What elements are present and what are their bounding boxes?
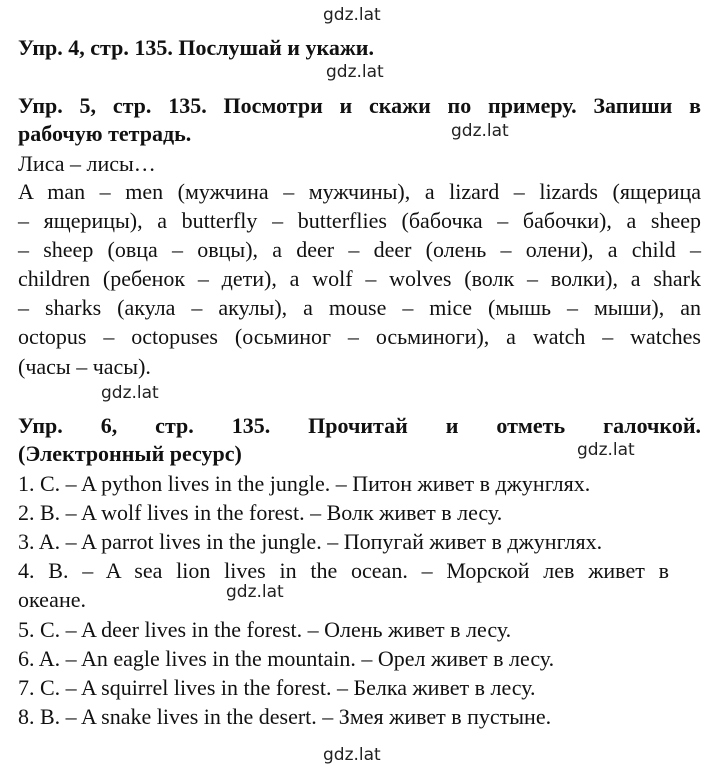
watermark: gdz.lat — [577, 440, 635, 460]
exercise-5-heading: Упр. 5, стр. 135. Посмотри и скажи по примеру. Запиши в — [18, 93, 701, 118]
answer-line: 7. C. – A squirrel lives in the forest. – Белка живет в лесу. — [18, 675, 536, 700]
answer-line: 2. B. – A wolf lives in the forest. – Волк живет в лесу. — [18, 500, 503, 525]
exercise-5-line: – ящерицы), a butterfly – butterflies (бабочка – бабочки), a sheep — [18, 208, 701, 233]
answer-line: 4. B. – A sea lion lives in the ocean. – Морской лев живет в — [18, 558, 669, 583]
exercise-5-line: – sheep (овца – овцы), a deer – deer (олень – олени), a child – — [18, 237, 701, 262]
exercise-4-heading: Упр. 4, стр. 135. Послушай и укажи. — [18, 35, 374, 60]
answer-line: океане. — [18, 587, 86, 612]
watermark: gdz.lat — [326, 62, 384, 82]
exercise-5-line: children (ребенок – дети), a wolf – wolves (волк – волки), a shark — [18, 266, 701, 291]
watermark: gdz.lat — [451, 121, 509, 141]
watermark: gdz.lat — [323, 5, 381, 25]
watermark: gdz.lat — [226, 582, 284, 602]
answer-line: 5. C. – A deer lives in the forest. – Олень живет в лесу. — [18, 617, 512, 642]
exercise-5-example: Лиса – лисы… — [18, 151, 156, 176]
exercise-5-line: octopus – octopuses (осьминог – осьминоги), a watch – watches — [18, 324, 701, 349]
exercise-6-heading: Упр. 6, стр. 135. Прочитай и отметь галочкой. — [18, 413, 701, 438]
answer-line: 6. A. – An eagle lives in the mountain. – Орел живет в лесу. — [18, 646, 555, 671]
exercise-5-line: A man – men (мужчина – мужчины), a lizard – lizards (ящерица — [18, 179, 701, 204]
answer-line: 3. A. – A parrot lives in the jungle. – Попугай живет в джунглях. — [18, 529, 603, 554]
watermark: gdz.lat — [323, 745, 381, 765]
exercise-6-heading-continued: (Электронный ресурс) — [18, 441, 242, 466]
exercise-5-line: (часы – часы). — [18, 354, 151, 379]
answer-line: 1. C. – A python lives in the jungle. – Питон живет в джунглях. — [18, 471, 591, 496]
exercise-5-line: – sharks (акула – акулы), a mouse – mice (мышь – мыши), an — [18, 295, 701, 320]
watermark: gdz.lat — [101, 383, 159, 403]
exercise-5-heading-continued: рабочую тетрадь. — [18, 121, 192, 146]
answer-line: 8. B. – A snake lives in the desert. – Змея живет в пустыне. — [18, 704, 552, 729]
